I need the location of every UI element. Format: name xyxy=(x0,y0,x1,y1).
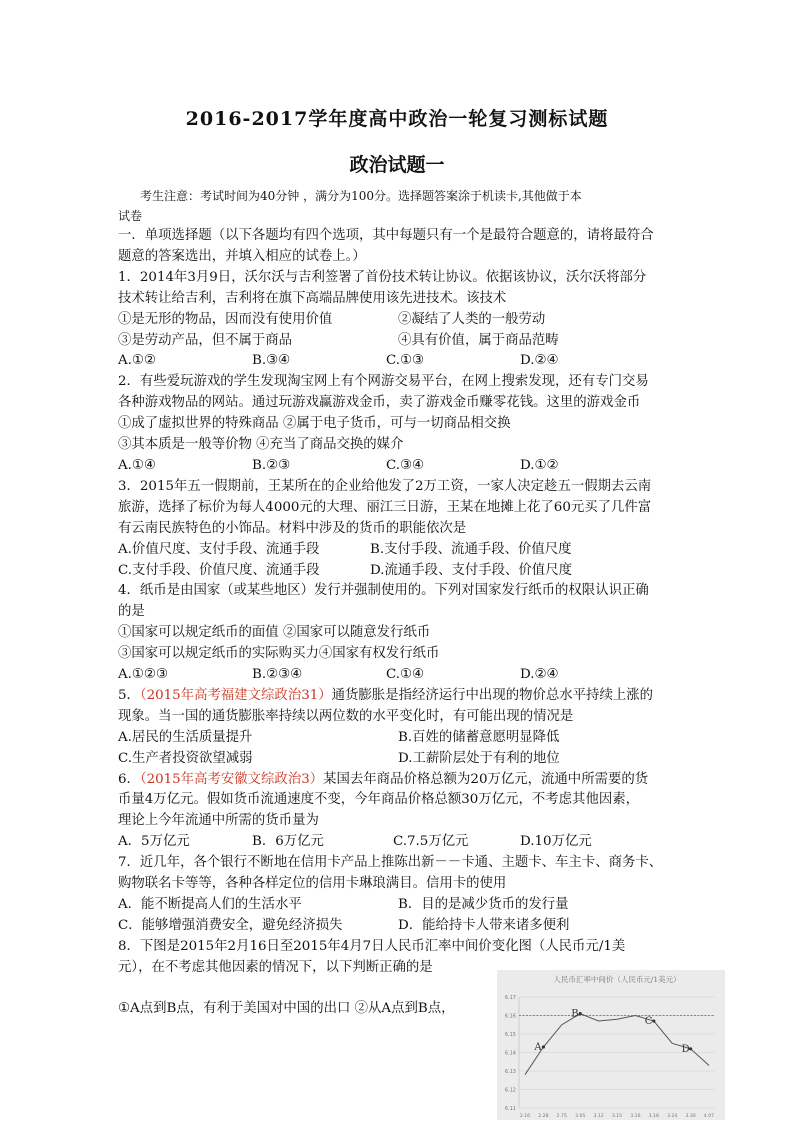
question-3-stem: 3．2015年五一假期前，王某所在的企业给他发了2万工资，一家人决定趁五一假期去云南 xyxy=(118,478,652,494)
page-subtitle: 政治试题一 xyxy=(349,154,445,176)
option-c: C.①③ xyxy=(386,353,425,369)
question-8-stem: ①A点到B点，有利于美国对中国的出口 ②从A点到B点， xyxy=(118,1000,455,1016)
question-2-stem: 2．有些爱玩游戏的学生发现淘宝网上有个网游交易平台，在网上搜索发现，还有专门交易 xyxy=(118,374,649,390)
exchange-rate-chart xyxy=(497,970,725,1120)
question-2-options xyxy=(118,456,678,477)
question-5-options xyxy=(118,728,678,749)
option-c: C.7.5万亿元 xyxy=(393,834,469,850)
question-text: 通货膨胀是指经济运行中出现的物价总水平持续上涨的 xyxy=(331,687,654,703)
option-c: C.①④ xyxy=(386,667,425,683)
statement: ④具有价值，属于商品范畴 xyxy=(398,332,559,348)
question-2-stem: 各种游戏物品的网站。通过玩游戏赢游戏金币，卖了游戏金币赚零花钱。这里的游戏金币 xyxy=(118,395,641,411)
exam-content xyxy=(118,186,681,1020)
y-tick-label: 6.15 xyxy=(504,1032,516,1038)
statement: ①成了虚拟世界的特殊商品 ②属于电子货币，可与一切商品相交换 xyxy=(118,416,511,432)
option-a: A.①④ xyxy=(118,457,156,473)
y-tick-label: 6.13 xyxy=(504,1069,516,1075)
question-5-stem: 现象。当一国的通货膨胀率持续以两位数的水平变化时，有可能出现的情况是 xyxy=(118,708,574,724)
question-5-stem xyxy=(118,686,678,707)
chart-svg xyxy=(497,970,725,1120)
option-b: B．6万亿元 xyxy=(252,834,324,850)
y-tick-label: 6.14 xyxy=(504,1050,516,1057)
x-tick-label: 3.16 xyxy=(630,1114,641,1119)
y-tick-label: 6.11 xyxy=(504,1106,516,1112)
point-c-marker xyxy=(652,1019,655,1022)
question-3-stem: 有云南民族特色的小饰品。材料中涉及的货币的职能依次是 xyxy=(118,520,467,536)
statement: ③是劳动产品，但不属于商品 xyxy=(118,332,293,348)
option-d: D.工薪阶层处于有利的地位 xyxy=(398,750,560,766)
question-7-stem: 购物联名卡等等，各种各样定位的信用卡琳琅满目。信用卡的使用 xyxy=(118,876,507,892)
point-b-marker xyxy=(579,1012,582,1015)
x-tick-label: 3.05 xyxy=(575,1114,586,1119)
notice-line: 考生注意：考试时间为40分钟 ，满分为100分。选择题答案涂于机读卡,其他做于本 xyxy=(140,189,582,203)
chart-title: 人民币汇率中间价（人民币元/1美元） xyxy=(553,975,681,984)
chart-x-ticks xyxy=(520,1113,714,1119)
option-a: A．能不断提高人们的生活水平 xyxy=(118,897,302,912)
point-b-label: B xyxy=(571,1008,579,1020)
option-d: D.②④ xyxy=(520,667,559,683)
question-source: （2015年高考安徽文综政治3） xyxy=(139,771,324,787)
option-b: B.百姓的储蓄意愿明显降低 xyxy=(398,729,560,745)
option-a: A.居民的生活质量提升 xyxy=(118,729,253,745)
question-7-options xyxy=(118,916,678,937)
option-c: C.生产者投资欲望减弱 xyxy=(118,750,253,766)
question-7-stem: 7．近几年，各个银行不断地在信用卡产品上推陈出新－－卡通、主题卡、车主卡、商务卡、 xyxy=(118,855,663,871)
statement: ③国家可以规定纸币的实际购买力④国家有权发行纸币 xyxy=(118,646,440,662)
option-a: A．5万亿元 xyxy=(118,834,190,850)
question-7-options xyxy=(118,895,678,916)
point-c-label: C xyxy=(644,1016,653,1028)
y-tick-label: 6.12 xyxy=(504,1087,516,1094)
option-a: A.①②③ xyxy=(118,667,168,683)
question-3-options xyxy=(118,561,678,582)
question-6-stem: 理论上今年流通中所需的货币量为 xyxy=(118,813,319,829)
option-b: B.支付手段、流通手段、价值尺度 xyxy=(370,541,572,557)
option-c: C.③④ xyxy=(386,457,425,473)
question-number: 6． xyxy=(118,771,140,787)
option-c: C.支付手段、价值尺度、流通手段 xyxy=(118,562,320,578)
x-tick-label: 3.24 xyxy=(667,1114,678,1119)
option-d: D.10万亿元 xyxy=(520,834,592,850)
question-8-stem: 8．下图是2015年2月16日至2015年4月7日人民币汇率中间价变化图（人民币元/1美 xyxy=(118,938,626,954)
section-heading: 题意的答案选出，并填入相应的试卷上。） xyxy=(118,248,366,264)
question-1-statements xyxy=(118,310,678,331)
statement: ①是无形的物品，因而没有使用价值 xyxy=(118,311,333,327)
question-1-options xyxy=(118,351,678,372)
question-6-options xyxy=(118,832,678,853)
question-4-stem: 4．纸币是由国家（或某些地区）发行并强制使用的。下列对国家发行纸币的权限认识正确 xyxy=(118,583,649,599)
option-b: B．目的是减少货币的发行量 xyxy=(398,897,569,912)
x-tick-label: 3.12 xyxy=(593,1114,604,1119)
question-1-statements xyxy=(118,331,678,352)
question-8-stem: 元），在不考虑其他因素的情况下，以下判断正确的是 xyxy=(118,959,433,975)
statement: ①国家可以规定纸币的面值 ②国家可以随意发行纸币 xyxy=(118,625,431,641)
option-b: B.②③④ xyxy=(252,667,303,683)
x-tick-label: 3.15 xyxy=(611,1114,623,1119)
point-a-label: A xyxy=(534,1041,542,1053)
x-tick-label: 2.16 xyxy=(519,1114,531,1119)
question-3-options xyxy=(118,540,678,561)
y-tick-label: 6.16 xyxy=(504,1013,516,1020)
y-tick-label: 6.17 xyxy=(504,995,516,1001)
option-a: A.价值尺度、支付手段、流通手段 xyxy=(118,541,320,557)
option-b: B.②③ xyxy=(252,457,291,473)
chart-y-ticks xyxy=(505,995,516,1112)
question-6-stem: 币量4万亿元。假如货币流通速度不变，今年商品价格总额30万亿元，不考虑其他因素， xyxy=(118,792,640,808)
question-6-stem xyxy=(118,770,678,791)
x-tick-label: 3.18 xyxy=(648,1114,659,1119)
point-a-marker xyxy=(542,1045,545,1048)
option-d: D.②④ xyxy=(520,353,559,369)
option-d: D.流通手段、支付手段、价值尺度 xyxy=(370,562,572,578)
x-tick-label: 4.07 xyxy=(703,1114,715,1119)
option-b: B.③④ xyxy=(252,353,291,369)
statement: ③其本质是一般等价物 ④充当了商品交换的媒介 xyxy=(118,437,404,453)
option-d: D．能给持卡人带来诸多便利 xyxy=(398,917,570,933)
section-heading: 一．单项选择题（以下各题均有四个选项，其中每题只有一个是最符合题意的，请将最符合 xyxy=(118,228,654,243)
question-1-stem: 1．2014年3月9日，沃尔沃与吉利签署了首份技术转让协议。依据该协议，沃尔沃将部分 xyxy=(118,269,647,285)
question-1-stem: 技术转让给吉利，吉利将在旗下高端品牌使用该先进技术。该技术 xyxy=(118,290,507,306)
question-5-options xyxy=(118,749,678,770)
option-a: A.①② xyxy=(118,353,156,369)
question-text: 某国去年商品价格总额为20万亿元，流通中所需要的货 xyxy=(323,771,649,787)
question-4-stem: 的是 xyxy=(118,604,145,620)
question-source: （2015年高考福建文综政治31） xyxy=(139,687,332,703)
question-4-options xyxy=(118,665,678,686)
x-tick-label: 2.75 xyxy=(556,1114,567,1119)
chart-points xyxy=(542,1012,692,1050)
x-tick-label: 2.28 xyxy=(538,1114,549,1119)
option-c: C．能够增强消费安全，避免经济损失 xyxy=(118,917,343,933)
statement: ②凝结了人类的一般劳动 xyxy=(398,311,546,327)
notice-line: 试卷 xyxy=(118,209,143,223)
page-title: 2016-2017学年度高中政治一轮复习测标试题 xyxy=(185,108,609,130)
point-d-label: D xyxy=(681,1043,690,1055)
question-number: 5． xyxy=(118,687,140,703)
option-d: D.①② xyxy=(520,457,559,473)
x-tick-label: 3.30 xyxy=(685,1114,696,1119)
question-3-stem: 旅游，选择了标价为每人4000元的大理、丽江三日游，王某在地摊上花了60元买了几件富 xyxy=(118,499,652,515)
